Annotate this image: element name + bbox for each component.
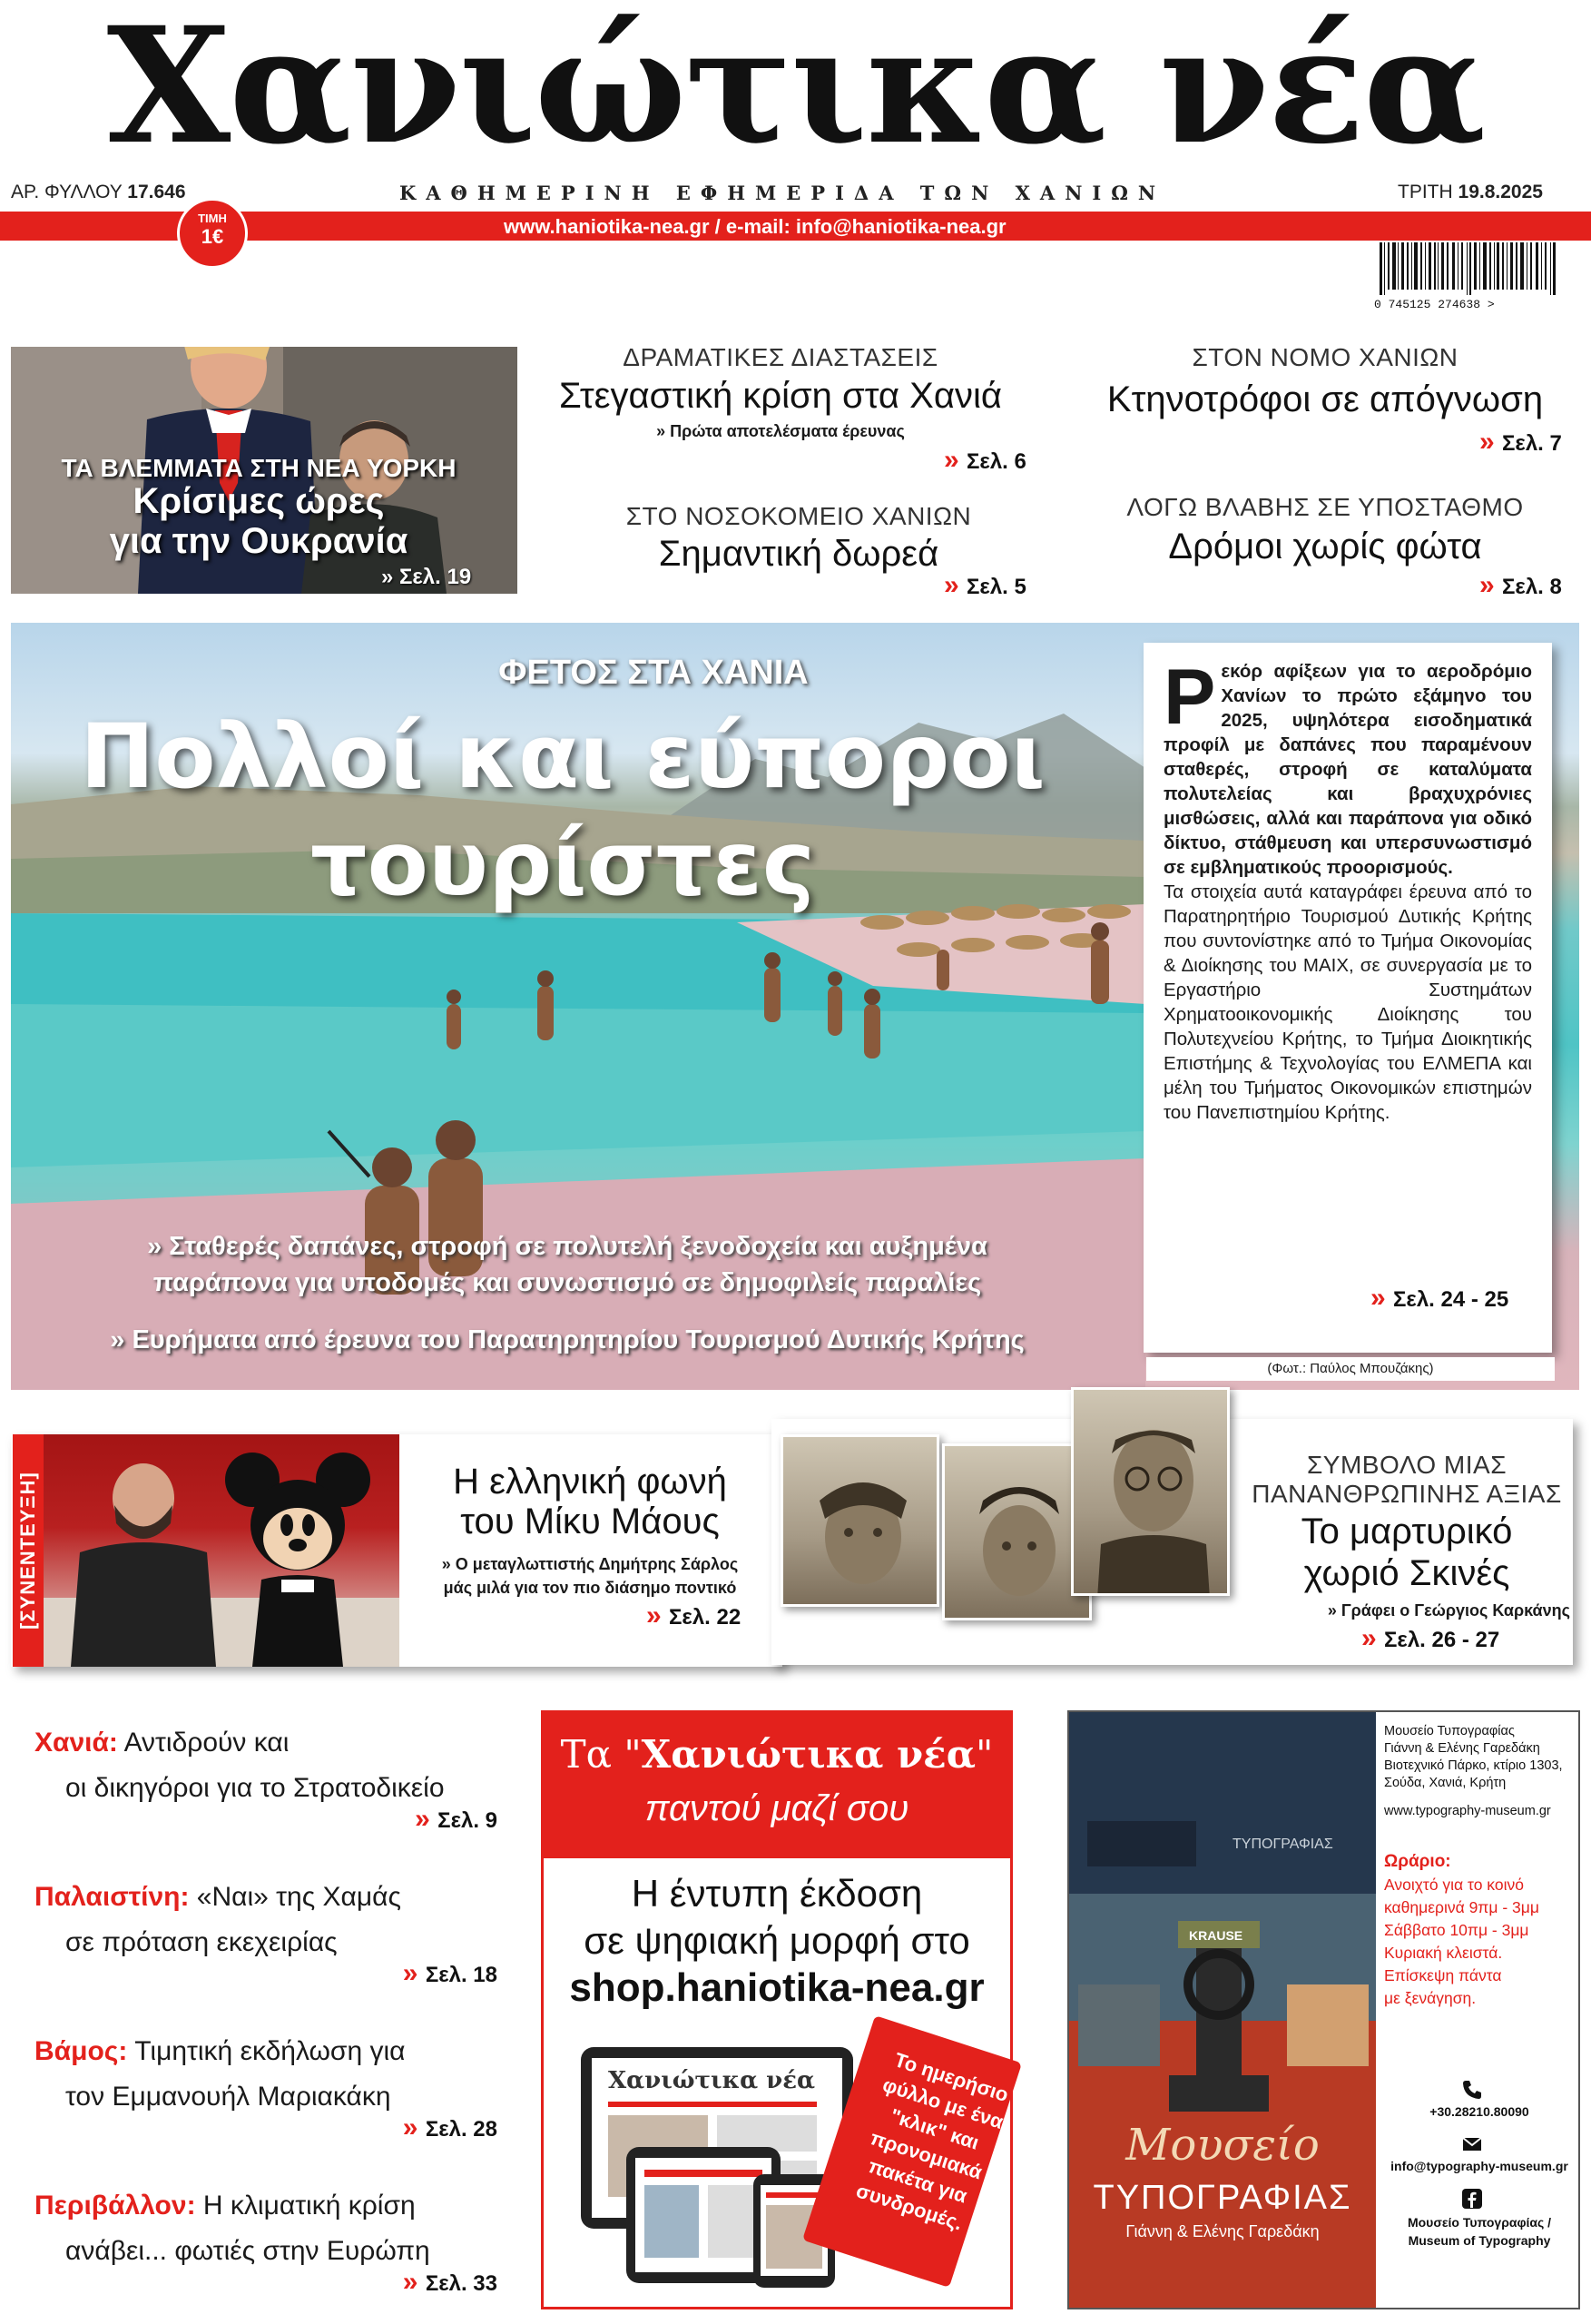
interview-deck bbox=[399, 1552, 781, 1600]
barcode-icon bbox=[1372, 241, 1581, 313]
brief-text: οι δικηγόροι για το Στρατοδικείο bbox=[65, 1773, 445, 1803]
brief-text: Αντιδρούν και bbox=[123, 1728, 290, 1758]
chevron-icon: » bbox=[415, 1804, 438, 1834]
chevron-icon: » bbox=[402, 1958, 426, 1988]
museum-hours-line: καθημερινά 9πμ - 3μμ bbox=[1384, 1898, 1539, 1916]
ny-kicker: ΤΑ ΒΛΕΜΜΑΤΑ ΣΤΗ ΝΕΑ ΥΟΡΚΗ bbox=[61, 454, 457, 482]
brief-line bbox=[34, 1720, 497, 1766]
museum-name: Γιάννη & Ελένης Γαρεδάκη bbox=[1384, 1741, 1540, 1756]
interview-label: [ΣΥΝΕΝΤΕΥΞΗ] bbox=[13, 1434, 44, 1667]
lights-page-ref[interactable] bbox=[1479, 570, 1562, 601]
chevron-icon: » bbox=[1479, 427, 1503, 457]
history-page: Σελ. 26 - 27 bbox=[1384, 1628, 1500, 1652]
historic-photo-2 bbox=[942, 1443, 1092, 1620]
issue-label: ΑΡ. ΦΥΛΛΟΥ bbox=[11, 182, 123, 202]
museum-web[interactable]: www.typography-museum.gr bbox=[1384, 1804, 1551, 1818]
farmers-headline[interactable]: Κτηνοτρόφοι σε απόγνωση bbox=[1106, 379, 1544, 419]
hero-page: Σελ. 24 - 25 bbox=[1393, 1287, 1509, 1312]
brief-text: «Ναι» της Χαμάς bbox=[196, 1882, 401, 1912]
brief-page: Σελ. 18 bbox=[425, 1963, 497, 1987]
brief-line bbox=[34, 2029, 497, 2074]
brief-item[interactable] bbox=[34, 1875, 497, 2029]
housing-headline[interactable]: Στεγαστική κρίση στα Χανιά bbox=[559, 376, 1002, 416]
history-kicker bbox=[1243, 1451, 1570, 1509]
chevron-icon: » bbox=[646, 1600, 670, 1630]
hero-kicker: ΦΕΤΟΣ ΣΤΑ ΧΑΝΙΑ bbox=[498, 654, 809, 692]
brand-suffix: " bbox=[976, 1732, 994, 1777]
museum-hours-label: Ωράριο: bbox=[1384, 1852, 1451, 1871]
museum-photo bbox=[1069, 1712, 1376, 2308]
chevron-icon: » bbox=[944, 570, 967, 600]
issue-date bbox=[1398, 182, 1543, 203]
chevron-icon: » bbox=[402, 2112, 426, 2142]
hero-bullet-line: παράπονα για υποδομές και συνωστισμό σε δημοφιλείς παραλίες bbox=[152, 1268, 982, 1297]
issue-day: ΤΡΙΤΗ bbox=[1398, 182, 1453, 202]
brief-text: τον Εμμανουήλ Μαριακάκη bbox=[65, 2082, 391, 2112]
mickey-photo-icon bbox=[44, 1434, 399, 1667]
portrait-icon bbox=[783, 1437, 939, 1607]
brief-line bbox=[34, 1875, 497, 1920]
historic-photo-3 bbox=[1071, 1387, 1230, 1596]
lights-page: Σελ. 8 bbox=[1502, 575, 1562, 599]
farmers-page: Σελ. 7 bbox=[1502, 431, 1562, 456]
history-kicker-line: ΠΑΝΑΝΘΡΩΠΙΝΗΣ ΑΞΙΑΣ bbox=[1252, 1480, 1562, 1508]
brief-page: Σελ. 33 bbox=[425, 2271, 497, 2296]
hero-body: Τα στοιχεία αυτά καταγράφει έρευνα από το Παρατηρητήριο Τουρισμού Δυτικής Κρήτης που συντονίστηκε από το Τμήμα Οικονομίας & Διοίκησης του ΜΑΙΧ, σε συνεργασία με το Εργαστήριο Συστημάτων Χρηματοοικονομικής Διοίκησης του Πολυτεχνείου Κρήτης, το Τμήμα Διοικητικής Επιστήμης & Τεχνολογίας του ΕΛΜΕΠΑ και μέλη του Τμήματος Οικονομικών επιστημών του Πανεπιστημίου Κρήτης. bbox=[1164, 881, 1532, 1123]
chevron-icon: » bbox=[1370, 1283, 1394, 1313]
brief-category: Περιβάλλον: bbox=[34, 2191, 196, 2221]
hospital-page: Σελ. 5 bbox=[967, 575, 1026, 599]
hero-lead: εκόρ αφίξεων για το αεροδρόμιο Χανίων το πρώτο εξάμηνο του 2025, υψηλότερα εισοδηματικά προφίλ με δαπάνες που παραμένουν σταθερές, στροφή σε καταλύματα πολυτελείας και βραχυχρόνιες μισθώσεις, αλλά και παράπονα για οδικό δίκτυο, στάθμευση και υπερσυνωστισμό σε εμβληματικούς προορισμούς. bbox=[1164, 661, 1532, 878]
hospital-kicker: ΣΤΟ ΝΟΣΟΚΟΜΕΙΟ ΧΑΝΙΩΝ bbox=[625, 502, 972, 530]
history-deck: » Γράφει ο Γεώργιος Καρκάνης bbox=[1327, 1601, 1570, 1620]
museum-hours-line: Σάββατο 10πμ - 3μμ bbox=[1384, 1921, 1529, 1939]
brief-line bbox=[34, 2183, 497, 2229]
printing-press-icon bbox=[1069, 1712, 1376, 2308]
interview-page: Σελ. 22 bbox=[669, 1605, 741, 1630]
chevron-icon: » bbox=[402, 2267, 426, 2297]
brand-name: Χανιώτικα νέα bbox=[641, 1732, 977, 1777]
subscription-ad-line: Η έντυπη έκδοση bbox=[631, 1872, 923, 1915]
interview-photo[interactable] bbox=[44, 1434, 399, 1667]
museum-logo-script: Μουσείο bbox=[1125, 2120, 1320, 2171]
chevron-icon: » bbox=[381, 565, 400, 589]
farmers-kicker: ΣΤΟΝ ΝΟΜΟ ΧΑΝΙΩΝ bbox=[1192, 343, 1458, 371]
subscription-ad-slogan: παντού μαζί σου bbox=[644, 1788, 909, 1828]
housing-deck: » Πρώτα αποτελέσματα έρευνας bbox=[656, 422, 905, 440]
issue-value: 17.646 bbox=[127, 182, 186, 202]
history-page-ref[interactable] bbox=[1361, 1623, 1499, 1654]
museum-hours bbox=[1384, 1874, 1575, 2010]
history-kicker-line: ΣΥΜΒΟΛΟ ΜΙΑΣ bbox=[1306, 1451, 1508, 1479]
price-badge bbox=[177, 198, 248, 269]
hero-headline-line: τουρίστες bbox=[310, 812, 815, 916]
interview-deck-line: » Ο μεταγλωττιστής Δημήτρης Σάρλος bbox=[441, 1555, 739, 1573]
tagline: ΚΑΘΗΜΕΡΙΝΗ ΕΦΗΜΕΡΙΔΑ ΤΩΝ ΧΑΝΙΩΝ bbox=[399, 182, 1166, 204]
shop-link[interactable]: shop.haniotika-nea.gr bbox=[569, 1965, 985, 2010]
museum-address: Βιοτεχνικό Πάρκο, κτίριο 1303, bbox=[1384, 1758, 1563, 1773]
brief-item[interactable] bbox=[34, 2029, 497, 2183]
farmers-page-ref[interactable] bbox=[1479, 427, 1562, 458]
mini-masthead: Χανιώτικα νέα bbox=[608, 2067, 816, 2094]
brief-page: Σελ. 9 bbox=[437, 1808, 497, 1833]
hospital-page-ref[interactable] bbox=[944, 570, 1026, 601]
museum-phone[interactable]: +30.28210.80090 bbox=[1429, 2104, 1529, 2119]
subscription-ad-line: σε ψηφιακή μορφή στο bbox=[584, 1919, 970, 1962]
press-label: KRAUSE bbox=[1189, 1928, 1243, 1943]
brief-text: Τιμητική εκδήλωση για bbox=[134, 2036, 406, 2066]
museum-facebook-line: Μουσείο Τυπογραφίας / bbox=[1407, 2215, 1552, 2230]
drop-cap: Ρ bbox=[1164, 654, 1216, 741]
hospital-headline[interactable]: Σημαντική δωρεά bbox=[658, 534, 939, 574]
interview-headline-line: Η ελληνική φωνή bbox=[453, 1462, 727, 1502]
hero-bullet: » Ευρήματα από έρευνα του Παρατηρητηρίου Τουρισμού Δυτικής Κρήτης bbox=[110, 1325, 1025, 1354]
lights-kicker: ΛΟΓΩ ΒΛΑΒΗΣ ΣΕ ΥΠΟΣΤΑΘΜΟ bbox=[1126, 493, 1524, 521]
brief-list bbox=[34, 1720, 497, 2324]
ny-headline-line: Κρίσιμες ώρες bbox=[133, 481, 385, 521]
museum-logo-title: ΤΥΠΟΓΡΑΦΙΑΣ bbox=[1093, 2179, 1352, 2217]
brief-text: Η κλιματική κρίση bbox=[202, 2191, 416, 2221]
housing-kicker: ΔΡΑΜΑΤΙΚΕΣ ΔΙΑΣΤΑΣΕΙΣ bbox=[623, 343, 938, 371]
lights-headline[interactable]: Δρόμοι χωρίς φώτα bbox=[1168, 527, 1482, 566]
subscription-ad-tag: Το ημερήσιο φύλλο με ένα "κλικ" και προνομιακά πακέτα για συνδρομές. bbox=[853, 2048, 1012, 2235]
photo-credit: (Φωτ.: Παύλος Μπουζάκης) bbox=[1146, 1357, 1555, 1381]
brief-text: ανάβει... φωτιές στην Ευρώπη bbox=[65, 2236, 430, 2266]
housing-page: Σελ. 6 bbox=[967, 449, 1026, 474]
chevron-icon: » bbox=[944, 445, 967, 475]
hero-article bbox=[1144, 643, 1552, 1353]
museum-info bbox=[1384, 1723, 1575, 1820]
brief-item[interactable] bbox=[34, 2183, 497, 2324]
museum-logo-sub: Γιάννη & Ελένης Γαρεδάκη bbox=[1125, 2222, 1320, 2240]
masthead-title: Χανιώτικα νέα bbox=[106, 0, 1485, 180]
ny-page: Σελ. 19 bbox=[399, 565, 472, 589]
museum-address: Σούδα, Χανιά, Κρήτη bbox=[1384, 1776, 1507, 1790]
brief-page: Σελ. 28 bbox=[425, 2117, 497, 2142]
phone-icon bbox=[1461, 2079, 1483, 2101]
hero-headline-line: Πολλοί και εύποροι bbox=[80, 705, 1046, 809]
museum-hours-line: Κυριακή κλειστά. bbox=[1384, 1944, 1503, 1962]
hero-page-ref[interactable] bbox=[1370, 1283, 1508, 1314]
museum-facebook-line: Museum of Typography bbox=[1408, 2233, 1551, 2248]
price-label: ΤΙΜΗ bbox=[198, 212, 227, 225]
chevron-icon: » bbox=[1479, 570, 1503, 600]
issue-number bbox=[11, 182, 186, 203]
ny-headline-line: για την Ουκρανία bbox=[109, 521, 408, 561]
museum-email[interactable]: info@typography-museum.gr bbox=[1390, 2159, 1568, 2173]
price-value: 1€ bbox=[201, 225, 224, 248]
chevron-icon: » bbox=[1361, 1623, 1385, 1653]
subscription-ad-brand bbox=[544, 1732, 1010, 1777]
portrait-icon bbox=[1074, 1390, 1230, 1596]
housing-page-ref[interactable] bbox=[944, 445, 1026, 476]
history-headline[interactable] bbox=[1243, 1511, 1570, 1594]
museum-sign: ΤΥΠΟΓΡΑΦΙΑΣ bbox=[1233, 1837, 1333, 1852]
museum-hours-line: με ξενάγηση. bbox=[1384, 1989, 1477, 2007]
brief-category: Βάμος: bbox=[34, 2036, 128, 2066]
hero-bullet-line: » Σταθερές δαπάνες, στροφή σε πολυτελή ξενοδοχεία και αυξημένα bbox=[147, 1232, 987, 1261]
history-headline-line: Το μαρτυρικό bbox=[1301, 1512, 1513, 1551]
hero-bullet bbox=[54, 1228, 1080, 1301]
brief-category: Παλαιστίνη: bbox=[34, 1882, 190, 1912]
museum-hours-line: Ανοιχτό για το κοινό bbox=[1384, 1876, 1524, 1894]
museum-hours-line: Επίσκεψη πάντα bbox=[1384, 1966, 1502, 1984]
subscription-ad-text bbox=[544, 1870, 1010, 1965]
hero-headline[interactable] bbox=[54, 704, 1071, 918]
ny-page-ref[interactable] bbox=[381, 565, 471, 590]
historic-photo-1 bbox=[781, 1434, 939, 1607]
facebook-icon bbox=[1461, 2188, 1483, 2210]
site-link[interactable]: www.haniotika-nea.gr / e-mail: info@haniotika-nea.gr bbox=[504, 215, 1007, 238]
brief-text: σε πρόταση εκεχειρίας bbox=[65, 1927, 338, 1957]
issue-date-value: 19.8.2025 bbox=[1458, 182, 1543, 202]
ny-headline[interactable] bbox=[0, 481, 517, 561]
brand-prefix: Τα " bbox=[560, 1732, 642, 1777]
interview-page-ref[interactable] bbox=[646, 1600, 741, 1631]
interview-deck-line: μάς μιλά για τον πιο διάσημο ποντικό bbox=[443, 1579, 737, 1597]
museum-facebook[interactable] bbox=[1380, 2213, 1579, 2250]
history-headline-line: χωριό Σκινές bbox=[1303, 1553, 1510, 1593]
portrait-icon bbox=[945, 1446, 1092, 1620]
brief-category: Χανιά: bbox=[34, 1728, 118, 1758]
brief-item[interactable] bbox=[34, 1720, 497, 1875]
barcode bbox=[1372, 241, 1581, 313]
interview-headline[interactable] bbox=[399, 1462, 781, 1541]
museum-name: Μουσείο Τυπογραφίας bbox=[1384, 1724, 1515, 1738]
mail-icon bbox=[1461, 2133, 1483, 2155]
barcode-digits: 0 745125 274638 > bbox=[1374, 298, 1495, 311]
interview-headline-line: του Μίκυ Μάους bbox=[460, 1502, 720, 1541]
